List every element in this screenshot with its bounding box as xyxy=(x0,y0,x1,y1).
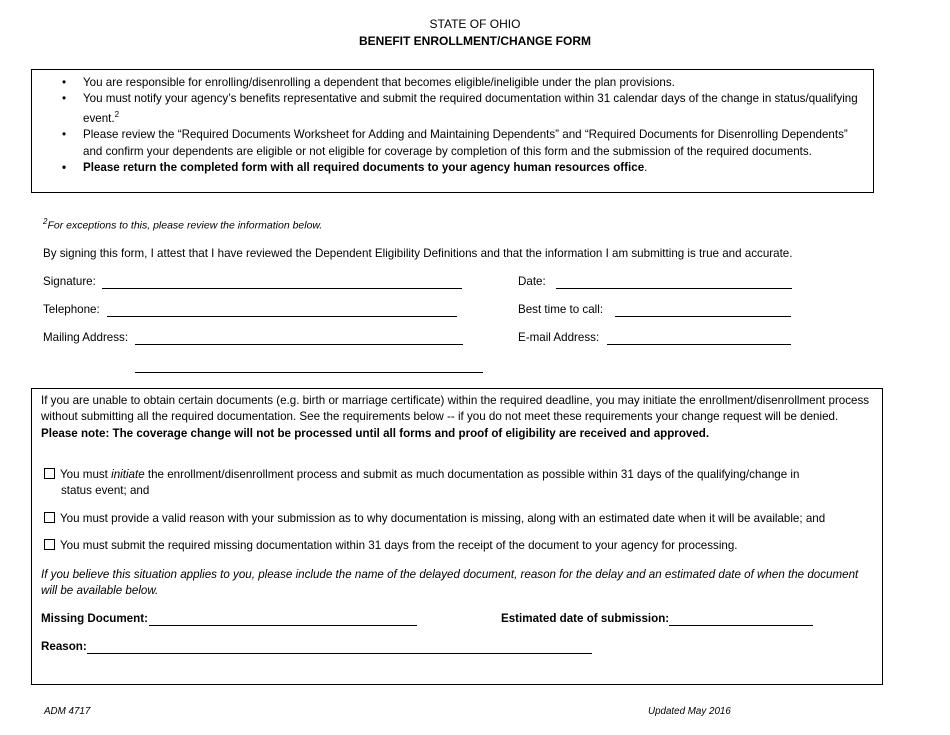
updated-date: Updated May 2016 xyxy=(648,706,731,717)
date-label: Date: xyxy=(518,275,546,288)
instruction-item: • Please return the completed form with all required documents to your agency human resources office. xyxy=(32,160,873,176)
telephone-field[interactable] xyxy=(107,316,457,317)
estimated-date-field[interactable] xyxy=(669,625,813,626)
attestation-text: By signing this form, I attest that I have reviewed the Dependent Eligibility Definitions and that the information I am submitting is true and accurate. xyxy=(43,247,793,260)
telephone-label: Telephone: xyxy=(43,303,100,316)
bullet-icon: • xyxy=(62,76,67,89)
checkbox[interactable] xyxy=(44,539,55,550)
signature-field[interactable] xyxy=(102,288,462,289)
state-heading: STATE OF OHIO xyxy=(429,17,521,31)
missing-document-field[interactable] xyxy=(149,625,417,626)
checklist-item: You must initiate the enrollment/disenrollment process and submit as much documentation as possible within 31 days of the qualifying/change in status event; and xyxy=(44,467,874,500)
form-title: BENEFIT ENROLLMENT/CHANGE FORM xyxy=(359,34,591,48)
best-time-field[interactable] xyxy=(615,316,791,317)
instruction-item: • Please review the “Required Documents Worksheet for Adding and Maintaining Dependents” and “Required Documents for Disenrolling Dependents” and confirm your dependents are eligible or not eligible for coverage by completion of this form and the submission of the required documents. xyxy=(62,128,848,158)
checklist-item: You must provide a valid reason with your submission as to why documentation is missing, along with an estimated date when it will be available; and xyxy=(44,511,874,527)
best-time-label: Best time to call: xyxy=(518,303,604,316)
estimated-date-label: Estimated date of submission: xyxy=(501,612,670,625)
bullet-icon: • xyxy=(62,160,67,174)
email-label: E-mail Address: xyxy=(518,331,600,344)
mailing-address-field[interactable] xyxy=(135,344,463,345)
checkbox[interactable] xyxy=(44,512,55,523)
checklist-item: You must submit the required missing documentation within 31 days from the receipt of the document to your agency for processing. xyxy=(44,538,874,554)
footnote: $^2$For exceptions to this, please review the information below. xyxy=(43,217,323,232)
mailing-address-line2-field[interactable] xyxy=(135,372,483,373)
checkbox[interactable] xyxy=(44,468,55,479)
date-field[interactable] xyxy=(556,288,792,289)
footnote-ref: 2 xyxy=(114,110,120,120)
bullet-icon: • xyxy=(62,128,67,142)
mailing-address-label: Mailing Address: xyxy=(43,331,129,344)
missing-document-label: Missing Document: xyxy=(41,612,148,625)
email-field[interactable] xyxy=(607,344,791,345)
instruction-item: • You are responsible for enrolling/disenrolling a dependent that becomes eligible/ineligible under the plan provisions. xyxy=(32,75,873,91)
exceptions-box xyxy=(31,388,883,685)
form-number: ADM 4717 xyxy=(44,706,91,717)
exceptions-intro: If you are unable to obtain certain documents (e.g. birth or marriage certificate) within the required deadline, you may initiate the enrollment/disenrollment process without submitting all the required documentation. See the requirements below -- if you do not meet these requirements your change request will be denied. Please note: The coverage change will not be processed until all forms and proof of eligibility are received and approved. xyxy=(41,394,870,440)
signature-label: Signature: xyxy=(43,275,96,288)
instructions-box xyxy=(31,69,874,193)
instruction-item: • You must notify your agency’s benefits representative and submit the required documentation within 31 calendar days of the change in status/qualifying event.$^2$ xyxy=(62,92,858,126)
exceptions-note: If you believe this situation applies to you, please include the name of the delayed document, reason for the delay and an estimated date of when the document will be available below. xyxy=(41,568,859,598)
reason-field[interactable] xyxy=(87,653,592,654)
bullet-icon: • xyxy=(62,92,67,106)
reason-label: Reason: xyxy=(41,640,87,653)
